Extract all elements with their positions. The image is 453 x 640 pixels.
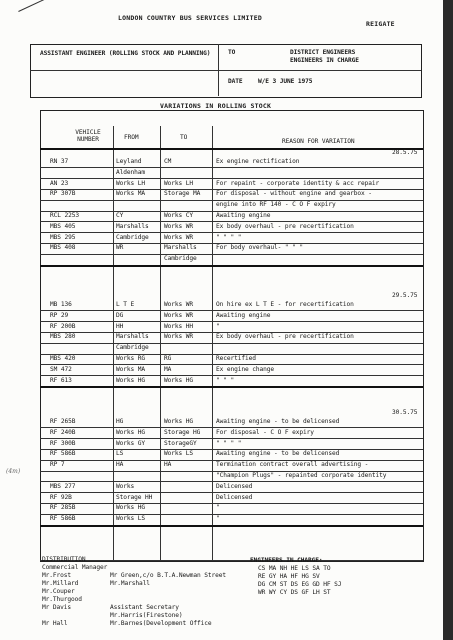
cell-reason: Ex body overhaul - pre recertification bbox=[216, 222, 354, 230]
cell-vehicle: RF 240B bbox=[50, 428, 76, 436]
distribution-entry: Assistant Secretary bbox=[110, 604, 179, 611]
cell-from: LS bbox=[116, 450, 124, 458]
cell-reason: " " " " bbox=[216, 439, 242, 447]
cell-from: Cambridge bbox=[116, 344, 149, 352]
group-date: 28.5.75 bbox=[392, 149, 418, 156]
cell-to: Works LH bbox=[164, 179, 194, 187]
cell-reason: Recertified bbox=[216, 355, 256, 362]
cell-vehicle: RF 586B bbox=[50, 515, 76, 523]
cell-reason: Awaiting engine - to be delicensed bbox=[216, 418, 340, 425]
cell-to: StorageGY bbox=[164, 439, 197, 447]
distribution-entry: Mr Green,c/o B.T.A.Newman Street bbox=[110, 572, 227, 579]
cell-from: Marshalls bbox=[116, 333, 149, 341]
cell-vehicle: MBS 420 bbox=[50, 355, 76, 362]
col-vehicle: VEHICLE NUMBER bbox=[75, 129, 101, 143]
cell-vehicle: RF 92B bbox=[50, 493, 72, 501]
document-title: VARIATIONS IN ROLLING STOCK bbox=[160, 102, 272, 110]
cell-vehicle: MBS 280 bbox=[50, 333, 76, 341]
cell-from: CY bbox=[116, 212, 124, 219]
distribution-entry: Mr Hall bbox=[42, 620, 68, 627]
cell-reason: " " " " bbox=[216, 233, 242, 241]
cell-vehicle: AN 23 bbox=[50, 179, 69, 187]
cell-vehicle: MBS 408 bbox=[50, 244, 76, 252]
cell-reason: engine into RF 140 - C O F expiry bbox=[216, 201, 336, 209]
cell-from: Works MA bbox=[116, 365, 146, 373]
cell-reason: On hire ex L T E - for recertification bbox=[216, 301, 354, 308]
cell-reason: " bbox=[216, 515, 220, 523]
cell-vehicle: RF 200B bbox=[50, 322, 76, 330]
cell-vehicle: MBS 295 bbox=[50, 233, 76, 241]
cell-from: HH bbox=[116, 322, 124, 330]
cell-from: HG bbox=[116, 418, 124, 425]
row-rule bbox=[40, 321, 423, 322]
distribution-entry: CS MA NH HE LS SA TO bbox=[258, 565, 331, 572]
cell-from: Works HG bbox=[116, 428, 146, 436]
cell-from: Marshalls bbox=[116, 222, 149, 230]
cell-from: Storage HH bbox=[116, 493, 153, 501]
col-reason: REASON FOR VARIATION bbox=[282, 138, 355, 145]
cell-from: Works RG bbox=[116, 355, 146, 362]
date-value: W/E 3 JUNE 1975 bbox=[258, 78, 313, 85]
cell-to: Storage MA bbox=[164, 190, 201, 198]
cell-reason: Delicensed bbox=[216, 493, 253, 501]
cell-reason: Ex engine rectification bbox=[216, 158, 300, 165]
to-value-2: ENGINEERS IN CHARGE bbox=[290, 57, 359, 64]
row-rule bbox=[40, 254, 423, 255]
cell-to: RG bbox=[164, 355, 172, 362]
group-date: 30.5.75 bbox=[392, 409, 418, 416]
distribution-entry: Mr.Thurgood bbox=[42, 596, 82, 603]
distribution-entry: Mr Davis bbox=[42, 604, 72, 611]
cell-reason: Termination contract overall advertising - bbox=[216, 461, 369, 469]
cell-to: Works LS bbox=[164, 450, 194, 458]
cell-to: Works HG bbox=[164, 376, 194, 384]
distribution-entry: RE GY HA HF HG SV bbox=[258, 573, 320, 580]
cell-to: Marshalls bbox=[164, 244, 197, 252]
cell-reason: " bbox=[216, 322, 220, 330]
group-rule bbox=[40, 265, 423, 267]
company-name: LONDON COUNTRY BUS SERVICES LIMITED bbox=[118, 14, 262, 22]
cell-to: Works WR bbox=[164, 301, 194, 308]
cell-vehicle: RF 265B bbox=[50, 418, 76, 425]
cell-from: Works LS bbox=[116, 515, 146, 523]
cell-reason: " bbox=[216, 504, 220, 512]
cell-from: Works HG bbox=[116, 376, 146, 384]
distribution-entry: Commercial Manager bbox=[42, 564, 108, 571]
distribution-entry: WR WY CY DS GF LH ST bbox=[258, 589, 331, 596]
office-name: REIGATE bbox=[366, 20, 395, 28]
row-rule bbox=[40, 343, 423, 344]
row-rule bbox=[40, 503, 423, 504]
distribution-entry: Mr.Marshall bbox=[110, 580, 150, 587]
cell-vehicle: RF 586B bbox=[50, 450, 76, 458]
cell-from: Works MA bbox=[116, 190, 146, 198]
cell-reason: Awaiting engine bbox=[216, 311, 271, 319]
cell-reason: Awaiting engine bbox=[216, 212, 271, 219]
cell-from: Aldenham bbox=[116, 168, 146, 176]
cell-from: HA bbox=[116, 461, 124, 469]
cell-vehicle: MB 136 bbox=[50, 301, 72, 308]
cell-from: Works HG bbox=[116, 504, 146, 512]
to-label: TO bbox=[228, 49, 236, 56]
cell-from: L T E bbox=[116, 301, 135, 308]
cell-reason: For disposal - without engine and gearbox - bbox=[216, 190, 372, 198]
cell-to: Works WR bbox=[164, 222, 194, 230]
cell-to: Works WR bbox=[164, 233, 194, 241]
engineers-label: ENGINEERS IN CHARGE: bbox=[250, 557, 323, 564]
cell-to: MA bbox=[164, 365, 172, 373]
cell-from: Cambridge bbox=[116, 233, 149, 241]
cell-vehicle: RF 285B bbox=[50, 504, 76, 512]
to-value: DISTRICT ENGINEERS bbox=[290, 49, 356, 56]
pen-mark bbox=[18, 0, 52, 25]
row-rule bbox=[40, 514, 423, 515]
date-label: DATE bbox=[228, 78, 243, 85]
group-date: 29.5.75 bbox=[392, 292, 418, 299]
distribution-entry: Mr.Barnes(Development Office bbox=[110, 620, 212, 627]
cell-reason: Ex body overhaul - pre recertification bbox=[216, 333, 354, 341]
cell-to: Works HH bbox=[164, 322, 194, 330]
distribution-entry: Mr.Frost bbox=[42, 572, 72, 579]
cell-reason: For repaint - corporate identity & acc repair bbox=[216, 179, 380, 187]
cell-reason: For disposal - C O F expiry bbox=[216, 428, 314, 436]
cell-reason: Delicensed bbox=[216, 482, 253, 490]
margin-note: (4m) bbox=[6, 468, 21, 475]
cell-reason: "Champion Plugs" - repainted corporate identity bbox=[216, 472, 387, 479]
cell-reason: " " " bbox=[216, 376, 235, 384]
cell-reason: Ex engine change bbox=[216, 365, 275, 373]
cell-reason: For body overhaul- " " " bbox=[216, 244, 304, 252]
cell-from: Works GY bbox=[116, 439, 146, 447]
scan-edge bbox=[443, 0, 453, 640]
row-rule bbox=[40, 167, 423, 168]
cell-from: Works bbox=[116, 482, 135, 490]
cell-to: Works WR bbox=[164, 333, 194, 341]
cell-vehicle: RP 307B bbox=[50, 190, 76, 198]
cell-to: Storage HG bbox=[164, 428, 201, 436]
cell-vehicle: RCL 2253 bbox=[50, 212, 80, 219]
cell-vehicle: RP 7 bbox=[50, 461, 65, 469]
group-rule bbox=[40, 386, 423, 388]
cell-reason: Awaiting engine - to be delicensed bbox=[216, 450, 340, 458]
distribution-entry: Mr.Harris(Firestone) bbox=[110, 612, 183, 619]
cell-from: WR bbox=[116, 244, 124, 252]
cell-vehicle: MBS 405 bbox=[50, 222, 76, 230]
group-rule bbox=[40, 525, 423, 527]
distribution-entry: DG CM ST DS EG GD HF SJ bbox=[258, 581, 342, 588]
cell-to: Works HG bbox=[164, 418, 194, 425]
cell-vehicle: RF 613 bbox=[50, 376, 72, 384]
cell-from: Works LH bbox=[116, 179, 146, 187]
distribution-entry: Mr.Couper bbox=[42, 588, 75, 595]
cell-vehicle: RF 300B bbox=[50, 439, 76, 447]
from-title: ASSISTANT ENGINEER (ROLLING STOCK AND PLANNING) bbox=[40, 50, 211, 57]
cell-vehicle: SM 472 bbox=[50, 365, 72, 373]
cell-vehicle: MBS 277 bbox=[50, 482, 76, 490]
cell-vehicle: RN 37 bbox=[50, 158, 69, 165]
cell-to: HA bbox=[164, 461, 172, 469]
cell-vehicle: RP 29 bbox=[50, 311, 69, 319]
cell-from: Leyland bbox=[116, 158, 142, 165]
distribution-entry: Mr.Millard bbox=[42, 580, 79, 587]
cell-from: DG bbox=[116, 311, 124, 319]
distribution-label: DISTRIBUTION bbox=[42, 556, 86, 563]
cell-to: Cambridge bbox=[164, 255, 197, 263]
cell-to: Works CY bbox=[164, 212, 194, 219]
col-from: FROM bbox=[124, 134, 139, 141]
cell-to: Works WR bbox=[164, 311, 194, 319]
cell-to: CM bbox=[164, 158, 172, 165]
col-to: TO bbox=[180, 134, 188, 141]
